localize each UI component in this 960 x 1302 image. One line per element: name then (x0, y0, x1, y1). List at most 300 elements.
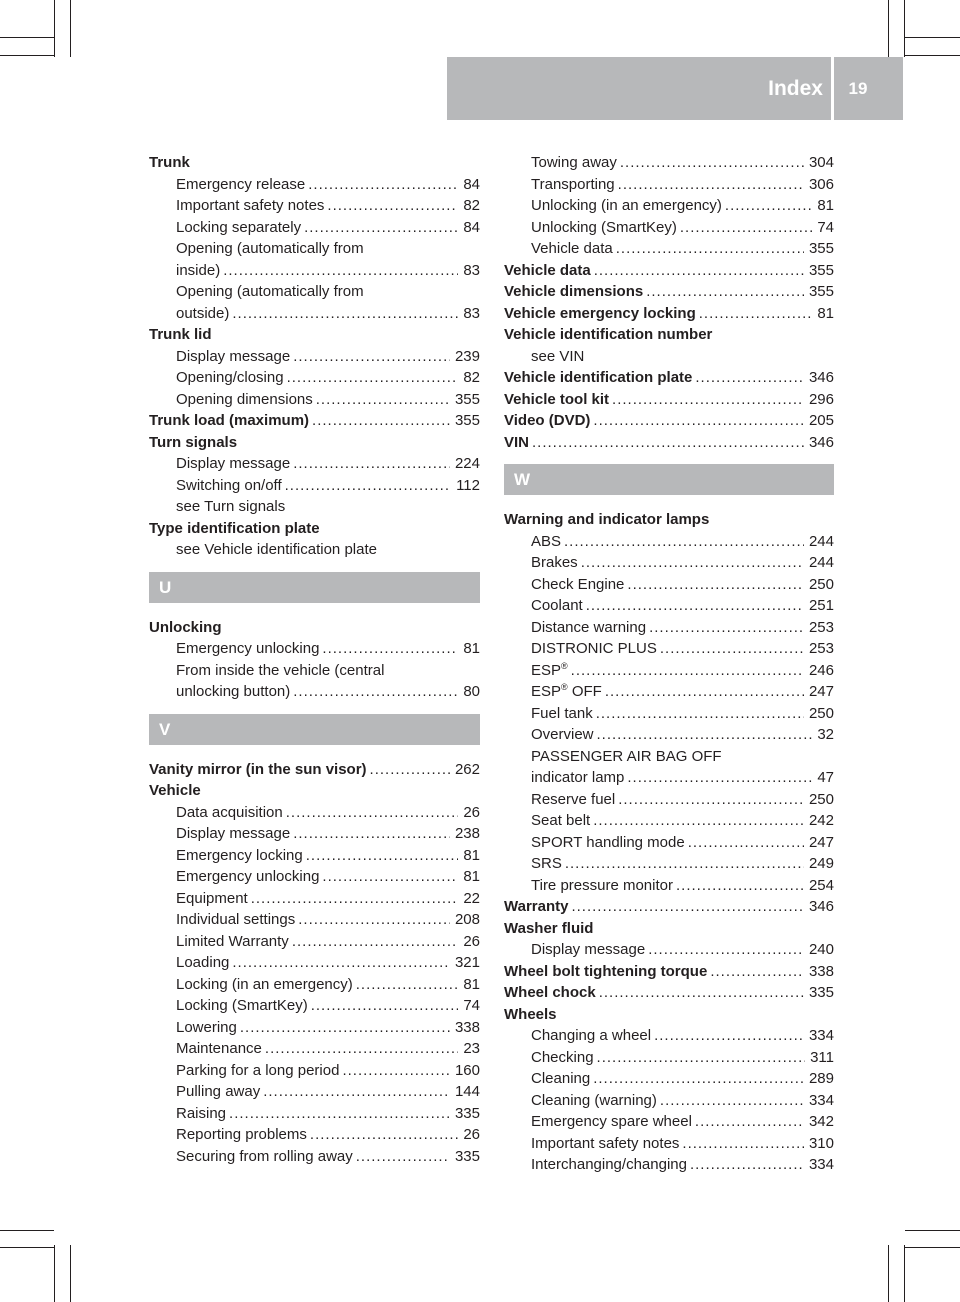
registered-mark: ® (561, 660, 568, 671)
index-subentry (504, 552, 834, 574)
entry-text: Reserve fuel (531, 790, 616, 808)
page-reference: 253 (808, 618, 834, 636)
index-subentry (504, 152, 834, 174)
entry-text: Wheels (504, 1005, 557, 1023)
index-entry (149, 617, 480, 639)
entry-text: Loading (176, 954, 230, 971)
index-subentry (504, 346, 834, 368)
page-reference: 346 (808, 898, 834, 915)
crop-mark (888, 1245, 889, 1302)
entry-text: Vehicle identification number (504, 326, 713, 343)
entry-text: Opening dimensions (176, 390, 313, 408)
entry-text: Overview (531, 726, 594, 743)
entry-text: SRS (531, 855, 562, 872)
entry-text: Vehicle (149, 782, 201, 799)
index-subentry (504, 767, 834, 789)
page-reference: 335 (454, 1147, 480, 1165)
index-entry (149, 759, 480, 781)
entry-text: Tire pressure monitor (531, 876, 673, 894)
page-reference: 80 (463, 683, 480, 700)
index-entry (149, 518, 480, 540)
page-reference: 338 (808, 962, 834, 980)
index-subentry (504, 875, 834, 897)
page-reference: 249 (808, 855, 834, 872)
leader-dots (605, 681, 804, 703)
index-subentry (149, 909, 480, 931)
leader-dots (532, 432, 804, 454)
leader-dots (310, 1124, 458, 1146)
entry-text: Washer fluid (504, 919, 594, 937)
entry-text: Cleaning (warning) (531, 1091, 657, 1109)
entry-text: Turn signals (149, 433, 238, 451)
page-number: 19 (848, 78, 868, 98)
entry-text: Unlocking (SmartKey) (531, 218, 677, 236)
page-reference: 81 (817, 304, 834, 322)
page-reference: 346 (808, 433, 834, 451)
section-letter-bar: U (149, 572, 480, 603)
page-reference: 74 (817, 218, 834, 236)
entry-text: Important safety notes (531, 1134, 680, 1152)
leader-dots (322, 866, 458, 888)
page-reference: 355 (454, 412, 480, 429)
index-entry (504, 432, 834, 454)
index-subentry (149, 1081, 480, 1103)
index-subentry (149, 952, 480, 974)
entry-text: Emergency spare wheel (531, 1113, 692, 1130)
index-subentry (149, 660, 480, 682)
index-entry (504, 324, 834, 346)
page-reference: 250 (808, 704, 834, 722)
leader-dots (695, 1111, 804, 1133)
crop-mark (888, 0, 889, 57)
leader-dots (370, 759, 450, 781)
index-subentry (504, 660, 834, 682)
leader-dots (593, 410, 804, 432)
index-subentry (504, 1133, 834, 1155)
entry-text: Switching on/off (176, 476, 282, 494)
leader-dots (287, 367, 459, 389)
leader-dots (646, 281, 804, 303)
index-entry (504, 961, 834, 983)
leader-dots (593, 1068, 804, 1090)
index-subentry (149, 475, 480, 497)
index-subentry (504, 810, 834, 832)
index-subentry (149, 1017, 480, 1039)
leader-dots (286, 802, 459, 824)
page-reference: 26 (463, 803, 480, 821)
entry-text: Vehicle data (531, 240, 613, 257)
entry-text: Individual settings (176, 911, 296, 928)
entry-text: Vehicle tool kit (504, 390, 610, 408)
page-reference: 306 (808, 175, 834, 193)
page-reference: 321 (454, 954, 480, 971)
leader-dots (298, 909, 450, 931)
index-entry (504, 303, 834, 325)
index-entry (504, 896, 834, 918)
page-title: Index (768, 76, 823, 100)
leader-dots (688, 832, 804, 854)
index-entry (504, 260, 834, 282)
index-subentry (504, 1025, 834, 1047)
entry-text: Display message (176, 455, 291, 472)
page-reference: 84 (463, 218, 480, 236)
index-subentry (149, 281, 480, 303)
leader-dots (308, 174, 458, 196)
leader-dots (292, 931, 459, 953)
index-subentry (149, 238, 480, 260)
entry-text: Coolant (531, 597, 583, 614)
index-entry (149, 432, 480, 454)
leader-dots (304, 217, 458, 239)
leader-dots (616, 238, 804, 260)
leader-dots (594, 260, 804, 282)
page-reference: 310 (808, 1134, 834, 1152)
index-subentry (149, 260, 480, 282)
entry-text: Trunk lid (149, 326, 212, 343)
entry-text: Important safety notes (176, 197, 325, 214)
entry-text: Vehicle identification plate (504, 369, 693, 386)
leader-dots (232, 952, 450, 974)
entry-text: Display message (531, 941, 646, 958)
leader-dots (263, 1081, 450, 1103)
index-subentry (149, 1124, 480, 1146)
leader-dots (232, 303, 458, 325)
entry-text: PASSENGER AIR BAG OFF (531, 747, 722, 765)
page-reference: 244 (808, 532, 834, 550)
page-reference: 22 (463, 889, 480, 907)
page-reference: 250 (808, 575, 834, 593)
index-subentry (504, 195, 834, 217)
index-subentry (504, 617, 834, 639)
leader-dots (710, 961, 804, 983)
leader-dots (322, 638, 458, 660)
page-reference: 338 (454, 1018, 480, 1036)
entry-text: Check Engine (531, 575, 625, 593)
leader-dots (265, 1038, 458, 1060)
leader-dots (660, 1090, 804, 1112)
crop-mark (54, 1245, 55, 1302)
entry-text: Cleaning (531, 1070, 591, 1087)
entry-text: Vanity mirror (in the sun visor) (149, 760, 367, 778)
page-reference: 355 (808, 240, 834, 257)
page-reference: 250 (808, 790, 834, 808)
index-subentry (149, 866, 480, 888)
page-reference: 334 (808, 1027, 834, 1044)
leader-dots (648, 939, 804, 961)
entry-text: Securing from rolling away (176, 1147, 353, 1165)
leader-dots (682, 1133, 804, 1155)
entry-text: Distance warning (531, 618, 647, 636)
entry-text: Wheel chock (504, 984, 596, 1001)
entry-text: see VIN (531, 347, 585, 365)
index-subentry (504, 574, 834, 596)
leader-dots (240, 1017, 450, 1039)
page-reference: 238 (454, 825, 480, 842)
page-reference: 355 (808, 283, 834, 300)
leader-dots (620, 152, 804, 174)
leader-dots (356, 974, 459, 996)
page-reference: 239 (454, 347, 480, 365)
page-reference: 246 (808, 661, 834, 679)
entry-text: Lowering (176, 1018, 237, 1036)
entry-text: SPORT handling mode (531, 833, 685, 851)
entry-text: Brakes (531, 554, 578, 571)
index-subentry (149, 974, 480, 996)
leader-dots (593, 810, 804, 832)
entry-text: Locking separately (176, 218, 302, 236)
page-reference: 244 (808, 554, 834, 571)
page-reference: 335 (454, 1104, 480, 1122)
leader-dots (293, 453, 450, 475)
page-reference: 224 (454, 455, 480, 472)
entry-text: Trunk load (maximum) (149, 412, 310, 429)
entry-text: Vehicle data (504, 261, 591, 279)
index-subentry (149, 346, 480, 368)
leader-dots (581, 552, 804, 574)
entry-text: Limited Warranty (176, 932, 289, 950)
leader-dots (699, 303, 813, 325)
index-subentry (149, 217, 480, 239)
entry-text: Fuel tank (531, 704, 593, 722)
index-subentry (504, 1154, 834, 1176)
entry-text: Pulling away (176, 1083, 261, 1100)
entry-text: Display message (176, 825, 291, 842)
page-reference: 254 (808, 876, 834, 894)
crop-mark (0, 1230, 54, 1231)
index-entry (504, 410, 834, 432)
index-entry (504, 982, 834, 1004)
leader-dots (356, 1146, 450, 1168)
entry-text: ESP® OFF (531, 682, 602, 700)
page-reference: 311 (810, 1048, 834, 1066)
entry-text: see Turn signals (176, 498, 286, 515)
entry-text: VIN (504, 433, 530, 451)
leader-dots (612, 389, 804, 411)
leader-dots (680, 217, 812, 239)
leader-dots (293, 681, 458, 703)
page-reference: 144 (454, 1083, 480, 1100)
leader-dots (586, 595, 804, 617)
leader-dots (285, 475, 451, 497)
page-reference: 74 (463, 997, 480, 1014)
index-subentry (504, 174, 834, 196)
section-letter-bar: W (504, 464, 834, 495)
page-reference: 47 (817, 769, 834, 786)
page-reference: 253 (808, 640, 834, 657)
entry-text: Vehicle emergency locking (504, 304, 696, 322)
page-reference: 82 (463, 197, 480, 214)
entry-text: inside) (176, 261, 221, 279)
index-subentry (149, 845, 480, 867)
entry-text: Display message (176, 347, 291, 365)
index-subentry (149, 1103, 480, 1125)
index-entry (504, 1004, 834, 1026)
entry-text: Locking (SmartKey) (176, 997, 308, 1014)
page-reference: 81 (817, 197, 834, 214)
leader-dots (312, 410, 450, 432)
page-reference: 342 (808, 1113, 834, 1130)
page-reference: 112 (456, 476, 480, 494)
section-letter-bar: V (149, 714, 480, 745)
entry-text: Emergency release (176, 175, 306, 193)
index-subentry (149, 888, 480, 910)
entry-text: Locking (in an emergency) (176, 975, 353, 993)
index-subentry (149, 823, 480, 845)
index-subentry (149, 453, 480, 475)
leader-dots (342, 1060, 450, 1082)
leader-dots (695, 367, 804, 389)
crop-mark (905, 55, 960, 56)
index-subentry (149, 995, 480, 1017)
index-subentry (149, 389, 480, 411)
crop-mark (905, 1247, 960, 1248)
entry-text: Equipment (176, 889, 248, 907)
index-subentry (504, 217, 834, 239)
index-subentry (149, 931, 480, 953)
index-subentry (504, 746, 834, 768)
page-reference: 208 (454, 911, 480, 928)
entry-text: Emergency unlocking (176, 868, 320, 885)
leader-dots (597, 724, 813, 746)
leader-dots (660, 638, 804, 660)
entry-text: Parking for a long period (176, 1061, 340, 1079)
leader-dots (293, 346, 450, 368)
crop-mark (904, 1245, 905, 1302)
index-entry (504, 367, 834, 389)
index-subentry (504, 638, 834, 660)
index-subentry (504, 1068, 834, 1090)
crop-mark (70, 1245, 71, 1302)
index-subentry (504, 724, 834, 746)
page-reference: 81 (463, 975, 480, 993)
entry-text: Video (DVD) (504, 412, 591, 429)
index-subentry (149, 681, 480, 703)
entry-text: Emergency unlocking (176, 640, 320, 657)
page-reference: 84 (463, 175, 480, 193)
leader-dots (627, 767, 812, 789)
entry-text: Reporting problems (176, 1126, 307, 1143)
page-reference: 334 (808, 1156, 834, 1173)
index-subentry (149, 367, 480, 389)
index-subentry (149, 1146, 480, 1168)
page-reference: 82 (463, 369, 480, 386)
leader-dots (676, 875, 804, 897)
page-reference: 296 (808, 390, 834, 408)
entry-text: Emergency locking (176, 846, 303, 864)
leader-dots (311, 995, 459, 1017)
leader-dots (649, 617, 804, 639)
index-column-left (149, 152, 480, 1167)
index-entry (149, 324, 480, 346)
index-subentry (149, 303, 480, 325)
crop-mark (905, 1230, 960, 1231)
page-reference: 251 (808, 597, 834, 614)
entry-text: Opening/closing (176, 369, 284, 386)
page-reference: 83 (463, 304, 480, 322)
index-subentry (504, 853, 834, 875)
crop-mark (904, 0, 905, 57)
index-subentry (504, 939, 834, 961)
page-reference: 247 (808, 683, 834, 700)
leader-dots (690, 1154, 804, 1176)
entry-text: Warranty (504, 898, 569, 915)
index-subentry (504, 238, 834, 260)
index-column-right (504, 152, 834, 1176)
page-reference: 242 (808, 812, 834, 829)
entry-text: ESP® (531, 660, 568, 679)
leader-dots (293, 823, 450, 845)
index-subentry (504, 1090, 834, 1112)
page-reference: 81 (463, 640, 480, 657)
header-divider (831, 57, 834, 120)
page-reference: 355 (454, 390, 480, 408)
crop-mark (70, 0, 71, 57)
entry-text: unlocking button) (176, 683, 291, 700)
entry-text: From inside the vehicle (central (176, 661, 385, 679)
index-subentry (504, 681, 834, 703)
entry-text: Seat belt (531, 812, 591, 829)
index-entry (149, 780, 480, 802)
page-reference: 26 (463, 932, 480, 950)
entry-text: Wheel bolt tightening torque (504, 962, 708, 980)
entry-text: Opening (automatically from (176, 283, 364, 300)
entry-text: Vehicle dimensions (504, 283, 644, 300)
crop-mark (905, 37, 960, 38)
registered-mark: ® (561, 682, 568, 692)
page-reference: 304 (808, 154, 834, 171)
index-subentry (149, 174, 480, 196)
index-subentry (149, 539, 480, 561)
crop-mark (0, 1247, 54, 1248)
index-subentry (504, 832, 834, 854)
leader-dots (316, 389, 450, 411)
page-reference: 346 (808, 369, 834, 386)
index-entry (504, 281, 834, 303)
index-subentry (504, 1047, 834, 1069)
entry-text: DISTRONIC PLUS (531, 640, 657, 657)
leader-dots (571, 896, 804, 918)
entry-text: see Vehicle identification plate (176, 541, 377, 558)
index-subentry (504, 595, 834, 617)
entry-text: Interchanging/changing (531, 1156, 687, 1173)
index-entry (149, 152, 480, 174)
leader-dots (597, 1047, 806, 1069)
index-subentry (504, 703, 834, 725)
leader-dots (565, 853, 804, 875)
index-subentry (504, 789, 834, 811)
leader-dots (223, 260, 458, 282)
entry-text: ABS (531, 532, 562, 550)
leader-dots (327, 195, 458, 217)
page-reference: 23 (463, 1040, 480, 1057)
crop-mark (0, 37, 54, 38)
index-subentry (149, 638, 480, 660)
leader-dots (618, 174, 804, 196)
entry-text: Trunk (149, 154, 190, 171)
entry-text: indicator lamp (531, 769, 625, 786)
page-reference: 335 (808, 984, 834, 1001)
index-entry (504, 509, 834, 531)
entry-text: Data acquisition (176, 803, 283, 821)
page-reference: 26 (463, 1126, 480, 1143)
index-entry (149, 410, 480, 432)
index-subentry (149, 802, 480, 824)
leader-dots (306, 845, 459, 867)
page-reference: 81 (463, 846, 480, 864)
index-subentry (504, 531, 834, 553)
leader-dots (229, 1103, 450, 1125)
page-reference: 247 (808, 833, 834, 851)
